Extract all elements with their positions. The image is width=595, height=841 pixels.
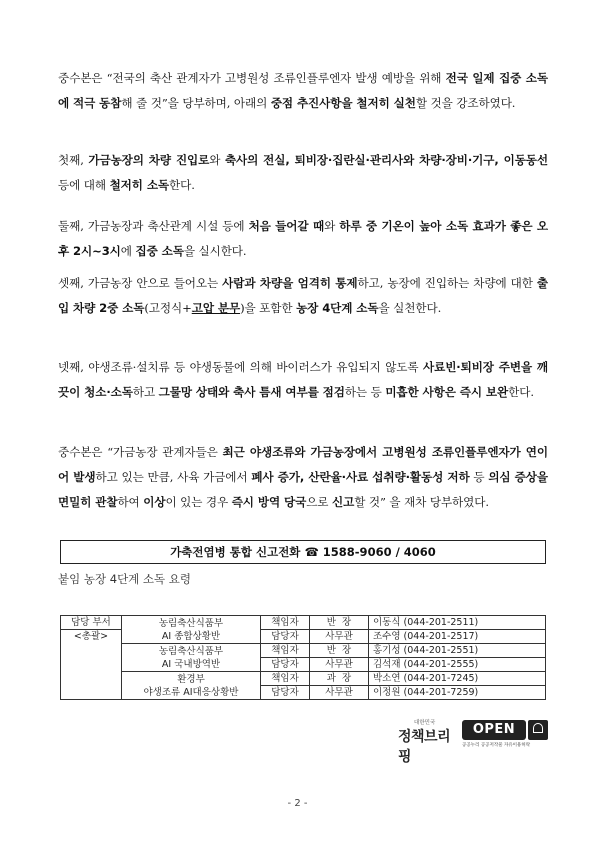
- org-line: AI 종합상황반: [161, 630, 221, 642]
- hotline-box: [60, 540, 546, 564]
- open-badge: OPEN: [462, 720, 526, 740]
- phone-icon: ☎: [304, 545, 319, 559]
- role-cell: 책임자: [261, 672, 310, 686]
- position-cell: 사무관: [310, 658, 369, 672]
- role-cell: 책임자: [261, 616, 310, 630]
- dept-head-cell: 담당 부서: [61, 616, 122, 630]
- body-text: 에: [120, 244, 136, 258]
- body-text: 중수본은 “가금농장 관계자들은: [58, 445, 223, 459]
- position-cell: 반 장: [310, 644, 369, 658]
- person-cell: 이정원 (044-201-7259): [369, 686, 546, 700]
- emphasis-text: 사료빈·퇴비장 주변을 깨끗이 청소·소독: [58, 360, 548, 399]
- emphasis-text: 처음 들어갈 때: [248, 219, 325, 233]
- body-text: 넷째, 야생조류·설치류 등 야생동물에 의해 바이러스가 유입되지 않도록: [58, 360, 423, 374]
- emphasis-text: 고압 분무: [191, 301, 241, 315]
- annex-note: 붙임 농장 4단계 소독 요령: [58, 572, 192, 586]
- body-text: (고정식+: [144, 301, 192, 315]
- body-text: 을 실천한다.: [378, 301, 442, 315]
- emphasis-text: 농장 4단계 소독: [296, 301, 379, 315]
- org-line: AI 국내방역반: [161, 658, 221, 670]
- position-cell: 사무관: [310, 630, 369, 644]
- emphasis-text: 집중 소독: [135, 244, 184, 258]
- body-text: )을 포함한: [240, 301, 297, 315]
- org-line: 환경부: [177, 673, 205, 685]
- emphasis-text: 최근 야생조류와 가금농장에서 고병원성 조류인플루엔자가 연이어 발생: [58, 445, 548, 484]
- position-cell: 사무관: [310, 686, 369, 700]
- emphasis-text: 철저히 소독: [109, 178, 170, 192]
- hotline-label: 가축전염병 통합 신고전화: [170, 545, 301, 559]
- emphasis-text: 사람과 차량을 엄격히 통제: [222, 276, 358, 290]
- emphasis-text: 하루 중 기온이 높아 소독 효과가 좋은 오후 2시~3시: [58, 219, 548, 258]
- paragraph-6: [58, 440, 548, 515]
- body-text: 중수본은 “전국의 축산 관계자가 고병원성 조류인플루엔자 발생 예방을 위해: [58, 71, 446, 85]
- org-cell: [122, 644, 261, 672]
- emphasis-text: 그물망 상태와 축사 틈새 여부를 점검: [158, 385, 345, 399]
- emphasis-text: 이상: [143, 495, 166, 509]
- open-sub-text: 공공누리 공공저작물 자유이용허락: [462, 743, 531, 748]
- role-cell: 담당자: [261, 686, 310, 700]
- body-text: 하고, 농장에 진입하는 차량에 대한: [357, 276, 537, 290]
- emphasis-text: 출입 차량 2중 소독: [58, 276, 548, 315]
- org-cell: [122, 616, 261, 644]
- body-text: 이 있는 경우: [165, 495, 232, 509]
- body-text: 등: [469, 470, 489, 484]
- logo-small-text: 대한민국: [414, 720, 436, 726]
- body-text: 하고 있는 만큼, 사육 가금에서: [95, 470, 252, 484]
- dept-sub-cell: <총괄>: [61, 630, 122, 700]
- body-text: 으로: [306, 495, 332, 509]
- footer-logos: [398, 718, 548, 765]
- body-text: 등에 대해: [58, 178, 110, 192]
- person-cell: 홍기성 (044-201-2551): [369, 644, 546, 658]
- page-number: - 2 -: [287, 798, 308, 809]
- emphasis-text: 의심 증상을 면밀히 관찰: [58, 470, 548, 509]
- contacts-table: [60, 615, 546, 700]
- paragraph-4: [58, 271, 548, 321]
- position-cell: 반 장: [310, 616, 369, 630]
- emphasis-text: 폐사 증가, 산란율·사료 섭취량·활동성 저하: [251, 470, 470, 484]
- body-text: 셋째, 가금농장 안으로 들어오는: [58, 276, 223, 290]
- body-text: 해 줄 것”을 당부하며, 아래의: [121, 96, 271, 110]
- body-text: 할 것을 강조하였다.: [415, 96, 516, 110]
- org-line: 농림축산식품부: [158, 645, 224, 657]
- emphasis-text: 가금농장의 차량 진입로: [88, 153, 210, 167]
- logo-big-text: 정책브리핑: [398, 729, 451, 765]
- body-text: 하여: [117, 495, 144, 509]
- body-text: 할 것” 을 재차 당부하였다.: [354, 495, 489, 509]
- emphasis-text: 중점 추진사항을 철저히 실천: [270, 96, 416, 110]
- body-text: 한다.: [169, 178, 195, 192]
- org-line: 야생조류 AI대응상황반: [143, 686, 239, 698]
- person-cell: 이동식 (044-201-2511): [369, 616, 546, 630]
- emphasis-text: 축사의 전실, 퇴비장·집란실·관리사와 차량·장비·기구, 이동동선: [224, 153, 548, 167]
- person-cell: 김석재 (044-201-2555): [369, 658, 546, 672]
- hotline-number: 1588-9060 / 4060: [322, 545, 436, 559]
- emphasis-text: 신고: [331, 495, 355, 509]
- paragraph-2: [58, 148, 548, 198]
- emphasis-text: 전국 일제 집중 소독에 적극 동참: [58, 71, 549, 110]
- paragraph-1: [58, 66, 548, 116]
- body-text: 와: [324, 219, 340, 233]
- body-text: 와: [209, 153, 225, 167]
- paragraph-3: [58, 214, 548, 264]
- emphasis-text: 즉시 방역 당국: [231, 495, 307, 509]
- body-text: 둘째, 가금농장과 축산관계 시설 등에: [58, 219, 249, 233]
- position-cell: 과 장: [310, 672, 369, 686]
- body-text: 한다.: [508, 385, 534, 399]
- org-line: 농림축산식품부: [158, 617, 224, 629]
- body-text: 하는 등: [344, 385, 386, 399]
- org-cell: [122, 672, 261, 700]
- role-cell: 담당자: [261, 658, 310, 672]
- kogl-type-icon: [528, 720, 548, 740]
- policy-briefing-logo: [398, 718, 460, 765]
- body-text: 을 실시한다.: [183, 244, 247, 258]
- body-text: 하고: [132, 385, 159, 399]
- person-cell: 박소연 (044-201-7245): [369, 672, 546, 686]
- kogl-open-logo: [462, 720, 548, 750]
- role-cell: 담당자: [261, 630, 310, 644]
- body-text: 첫째,: [58, 153, 89, 167]
- paragraph-5: [58, 355, 548, 405]
- person-cell: 조수영 (044-201-2517): [369, 630, 546, 644]
- emphasis-text: 미흡한 사항은 즉시 보완: [385, 385, 509, 399]
- role-cell: 책임자: [261, 644, 310, 658]
